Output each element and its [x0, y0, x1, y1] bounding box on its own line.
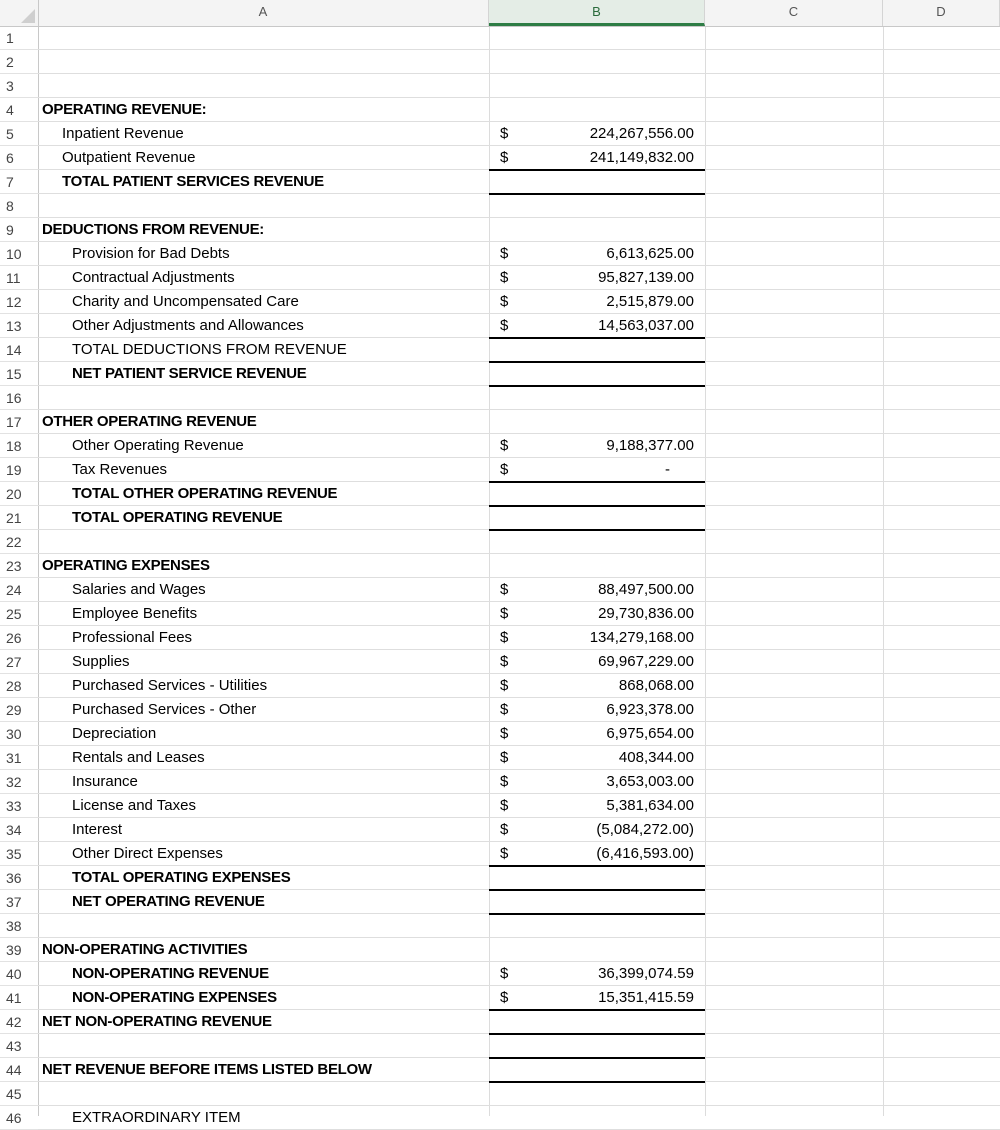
- currency-symbol: $: [500, 149, 509, 166]
- line-item-label[interactable]: NON-OPERATING EXPENSES: [72, 989, 277, 1006]
- row-number[interactable]: 14: [6, 342, 22, 358]
- row-number[interactable]: 21: [6, 510, 22, 526]
- line-item-label[interactable]: OTHER OPERATING REVENUE: [42, 413, 257, 430]
- line-item-label[interactable]: DEDUCTIONS FROM REVENUE:: [42, 221, 264, 238]
- line-item-label[interactable]: Supplies: [72, 653, 130, 670]
- line-item-label[interactable]: Insurance: [72, 773, 138, 790]
- sheet-row[interactable]: [0, 506, 1000, 530]
- row-number[interactable]: 6: [6, 150, 14, 166]
- line-item-label[interactable]: TOTAL OPERATING EXPENSES: [72, 869, 291, 886]
- sheet-row[interactable]: [0, 554, 1000, 578]
- row-number[interactable]: 23: [6, 558, 22, 574]
- row-number[interactable]: 17: [6, 414, 22, 430]
- amount-cell[interactable]: 29,730,836.00: [598, 605, 694, 622]
- row-number[interactable]: 15: [6, 366, 22, 382]
- sheet-row[interactable]: [0, 650, 1000, 674]
- sheet-row[interactable]: [0, 26, 1000, 50]
- sheet-row[interactable]: [0, 722, 1000, 746]
- line-item-label[interactable]: Professional Fees: [72, 629, 193, 646]
- line-item-label[interactable]: Contractual Adjustments: [72, 269, 235, 286]
- row-number[interactable]: 25: [6, 606, 22, 622]
- currency-symbol: $: [500, 269, 509, 286]
- row-number[interactable]: 10: [6, 246, 22, 262]
- sheet-row[interactable]: [0, 386, 1000, 410]
- sheet-row[interactable]: [0, 818, 1000, 842]
- amount-cell[interactable]: (6,416,593.00): [596, 845, 694, 862]
- currency-symbol: $: [500, 293, 509, 310]
- sheet-row[interactable]: [0, 410, 1000, 434]
- sheet-row[interactable]: [0, 266, 1000, 290]
- row-number[interactable]: 33: [6, 798, 22, 814]
- line-item-label[interactable]: Other Direct Expenses: [72, 845, 223, 862]
- row-number[interactable]: 3: [6, 78, 14, 94]
- row-number[interactable]: 13: [6, 318, 22, 334]
- row-number[interactable]: 11: [6, 270, 21, 286]
- sheet-row[interactable]: [0, 122, 1000, 146]
- sheet-row[interactable]: [0, 890, 1000, 914]
- row-number[interactable]: 5: [6, 126, 14, 142]
- currency-symbol: $: [500, 605, 509, 622]
- line-item-label[interactable]: TOTAL OTHER OPERATING REVENUE: [72, 485, 338, 502]
- currency-symbol: $: [500, 653, 509, 670]
- amount-cell[interactable]: 6,613,625.00: [606, 245, 694, 262]
- row-number[interactable]: 42: [6, 1014, 22, 1030]
- currency-symbol: $: [500, 965, 509, 982]
- line-item-label[interactable]: Purchased Services - Other: [72, 701, 257, 718]
- row-number[interactable]: 41: [6, 990, 22, 1006]
- currency-symbol: $: [500, 581, 509, 598]
- currency-symbol: $: [500, 989, 509, 1006]
- total-border-top: [489, 1057, 705, 1059]
- currency-symbol: $: [500, 125, 509, 142]
- currency-symbol: $: [500, 317, 509, 334]
- line-item-label[interactable]: Provision for Bad Debts: [72, 245, 230, 262]
- row-number[interactable]: 8: [6, 198, 14, 214]
- column-header-b[interactable]: B: [489, 0, 705, 26]
- currency-symbol: $: [500, 677, 509, 694]
- row-number[interactable]: 37: [6, 894, 22, 910]
- amount-cell[interactable]: 868,068.00: [618, 677, 694, 694]
- line-item-label[interactable]: NET OPERATING REVENUE: [72, 893, 265, 910]
- amount-cell[interactable]: 224,267,556.00: [589, 125, 694, 142]
- amount-cell[interactable]: 5,381,634.00: [606, 797, 694, 814]
- line-item-label[interactable]: Outpatient Revenue: [62, 149, 196, 166]
- total-border-top: [489, 1009, 705, 1011]
- sheet-row[interactable]: [0, 698, 1000, 722]
- currency-symbol: $: [500, 245, 509, 262]
- currency-symbol: $: [500, 797, 509, 814]
- row-number[interactable]: 19: [6, 462, 22, 478]
- column-header-bar: [0, 0, 1000, 27]
- line-item-label[interactable]: License and Taxes: [72, 797, 196, 814]
- sheet-row[interactable]: [0, 794, 1000, 818]
- line-item-label[interactable]: Purchased Services - Utilities: [72, 677, 268, 694]
- amount-cell[interactable]: 36,399,074.59: [598, 965, 694, 982]
- currency-symbol: $: [500, 845, 509, 862]
- amount-cell[interactable]: -: [665, 461, 670, 478]
- row-number[interactable]: 29: [6, 702, 22, 718]
- currency-symbol: $: [500, 629, 509, 646]
- sheet-row[interactable]: [0, 314, 1000, 338]
- amount-cell[interactable]: 2,515,879.00: [606, 293, 694, 310]
- line-item-label[interactable]: Interest: [72, 821, 123, 838]
- sheet-row[interactable]: [0, 914, 1000, 938]
- sheet-row[interactable]: [0, 578, 1000, 602]
- row-number[interactable]: 12: [6, 294, 22, 310]
- currency-symbol: $: [500, 821, 509, 838]
- row-number[interactable]: 28: [6, 678, 22, 694]
- column-header-a[interactable]: A: [38, 0, 489, 26]
- sheet-row[interactable]: [0, 74, 1000, 98]
- row-number[interactable]: 2: [6, 54, 14, 70]
- row-number[interactable]: 31: [6, 750, 22, 766]
- amount-cell[interactable]: 69,967,229.00: [598, 653, 694, 670]
- line-item-label[interactable]: OPERATING EXPENSES: [42, 557, 210, 574]
- sheet-row[interactable]: [0, 458, 1000, 482]
- sheet-row[interactable]: [0, 434, 1000, 458]
- row-number[interactable]: 45: [6, 1086, 22, 1102]
- sheet-row[interactable]: [0, 602, 1000, 626]
- total-border-top: [489, 169, 705, 171]
- row-number[interactable]: 39: [6, 942, 22, 958]
- amount-cell[interactable]: 14,563,037.00: [598, 317, 694, 334]
- total-border-top: [489, 889, 705, 891]
- sheet-row[interactable]: [0, 218, 1000, 242]
- currency-symbol: $: [500, 701, 509, 718]
- amount-cell[interactable]: 6,923,378.00: [606, 701, 694, 718]
- line-item-label[interactable]: TOTAL DEDUCTIONS FROM REVENUE: [72, 341, 347, 358]
- amount-cell[interactable]: 241,149,832.00: [589, 149, 694, 166]
- row-number[interactable]: 26: [6, 630, 22, 646]
- row-number[interactable]: 22: [6, 534, 22, 550]
- row-number[interactable]: 1: [6, 30, 14, 46]
- column-header-c[interactable]: C: [705, 0, 883, 26]
- row-number[interactable]: 20: [6, 486, 22, 502]
- sheet-row[interactable]: [0, 1034, 1000, 1058]
- line-item-label[interactable]: Charity and Uncompensated Care: [72, 293, 299, 310]
- line-item-label[interactable]: Tax Revenues: [72, 461, 168, 478]
- row-number[interactable]: 16: [6, 390, 22, 406]
- sheet-row[interactable]: [0, 482, 1000, 506]
- total-border-top: [489, 505, 705, 507]
- row-number[interactable]: 32: [6, 774, 22, 790]
- line-item-label[interactable]: Employee Benefits: [72, 605, 198, 622]
- row-number[interactable]: 30: [6, 726, 22, 742]
- line-item-label[interactable]: Other Adjustments and Allowances: [72, 317, 304, 334]
- column-header-d[interactable]: D: [883, 0, 1000, 26]
- line-item-label[interactable]: TOTAL PATIENT SERVICES REVENUE: [62, 173, 324, 190]
- sheet-row[interactable]: [0, 1082, 1000, 1106]
- amount-cell[interactable]: (5,084,272.00): [596, 821, 694, 838]
- currency-symbol: $: [500, 437, 509, 454]
- sheet-row[interactable]: [0, 242, 1000, 266]
- line-item-label[interactable]: OPERATING REVENUE:: [42, 101, 207, 118]
- row-number[interactable]: 24: [6, 582, 22, 598]
- amount-cell[interactable]: 408,344.00: [618, 749, 694, 766]
- row-number[interactable]: 43: [6, 1038, 22, 1054]
- line-item-label[interactable]: Other Operating Revenue: [72, 437, 244, 454]
- sheet-row[interactable]: [0, 290, 1000, 314]
- line-item-label[interactable]: NON-OPERATING ACTIVITIES: [42, 941, 248, 958]
- row-number[interactable]: 35: [6, 846, 22, 862]
- currency-symbol: $: [500, 725, 509, 742]
- sheet-row[interactable]: [0, 98, 1000, 122]
- sheet-row[interactable]: [0, 362, 1000, 386]
- sheet-row[interactable]: [0, 530, 1000, 554]
- amount-cell[interactable]: 95,827,139.00: [598, 269, 694, 286]
- select-all-button[interactable]: [0, 0, 39, 26]
- amount-cell[interactable]: 88,497,500.00: [598, 581, 694, 598]
- amount-cell[interactable]: 15,351,415.59: [598, 989, 694, 1006]
- sheet-row[interactable]: [0, 842, 1000, 866]
- sheet-row[interactable]: [0, 146, 1000, 170]
- sheet-row[interactable]: [0, 1106, 1000, 1130]
- sheet-row[interactable]: [0, 1058, 1000, 1082]
- sheet-row[interactable]: [0, 866, 1000, 890]
- sheet-row[interactable]: [0, 986, 1000, 1010]
- line-item-label[interactable]: Inpatient Revenue: [62, 125, 184, 142]
- currency-symbol: $: [500, 461, 509, 478]
- row-number[interactable]: 46: [6, 1110, 22, 1126]
- select-all-triangle-icon: [21, 9, 35, 23]
- amount-cell[interactable]: 134,279,168.00: [589, 629, 694, 646]
- total-border-top: [489, 337, 705, 339]
- row-number[interactable]: 4: [6, 102, 14, 118]
- sheet-row[interactable]: [0, 938, 1000, 962]
- currency-symbol: $: [500, 749, 509, 766]
- row-number[interactable]: 7: [6, 174, 14, 190]
- row-number[interactable]: 40: [6, 966, 22, 982]
- line-item-label[interactable]: NON-OPERATING REVENUE: [72, 965, 269, 982]
- row-number[interactable]: 44: [6, 1062, 22, 1078]
- sheet-row[interactable]: [0, 770, 1000, 794]
- row-number[interactable]: 27: [6, 654, 22, 670]
- line-item-label[interactable]: Depreciation: [72, 725, 157, 742]
- line-item-label[interactable]: EXTRAORDINARY ITEM: [72, 1109, 241, 1126]
- sheet-row[interactable]: [0, 194, 1000, 218]
- line-item-label[interactable]: Salaries and Wages: [72, 581, 206, 598]
- amount-cell[interactable]: 6,975,654.00: [606, 725, 694, 742]
- sheet-row[interactable]: [0, 338, 1000, 362]
- sheet-row[interactable]: [0, 626, 1000, 650]
- sheet-row[interactable]: [0, 674, 1000, 698]
- line-item-label[interactable]: Rentals and Leases: [72, 749, 205, 766]
- row-number[interactable]: 18: [6, 438, 22, 454]
- sheet-row[interactable]: [0, 962, 1000, 986]
- total-border-top: [489, 361, 705, 363]
- total-border-top: [489, 865, 705, 867]
- total-border-top: [489, 481, 705, 483]
- row-number[interactable]: 9: [6, 222, 14, 238]
- line-item-label[interactable]: NET REVENUE BEFORE ITEMS LISTED BELOW: [42, 1061, 372, 1078]
- row-number[interactable]: 36: [6, 870, 22, 886]
- sheet-row[interactable]: [0, 746, 1000, 770]
- amount-cell[interactable]: 3,653,003.00: [606, 773, 694, 790]
- sheet-row[interactable]: [0, 170, 1000, 194]
- sheet-row[interactable]: [0, 1010, 1000, 1034]
- line-item-label[interactable]: NET PATIENT SERVICE REVENUE: [72, 365, 307, 382]
- currency-symbol: $: [500, 773, 509, 790]
- line-item-label[interactable]: TOTAL OPERATING REVENUE: [72, 509, 283, 526]
- row-number[interactable]: 34: [6, 822, 22, 838]
- amount-cell[interactable]: 9,188,377.00: [606, 437, 694, 454]
- sheet-row[interactable]: [0, 50, 1000, 74]
- row-number[interactable]: 38: [6, 918, 22, 934]
- line-item-label[interactable]: NET NON-OPERATING REVENUE: [42, 1013, 272, 1030]
